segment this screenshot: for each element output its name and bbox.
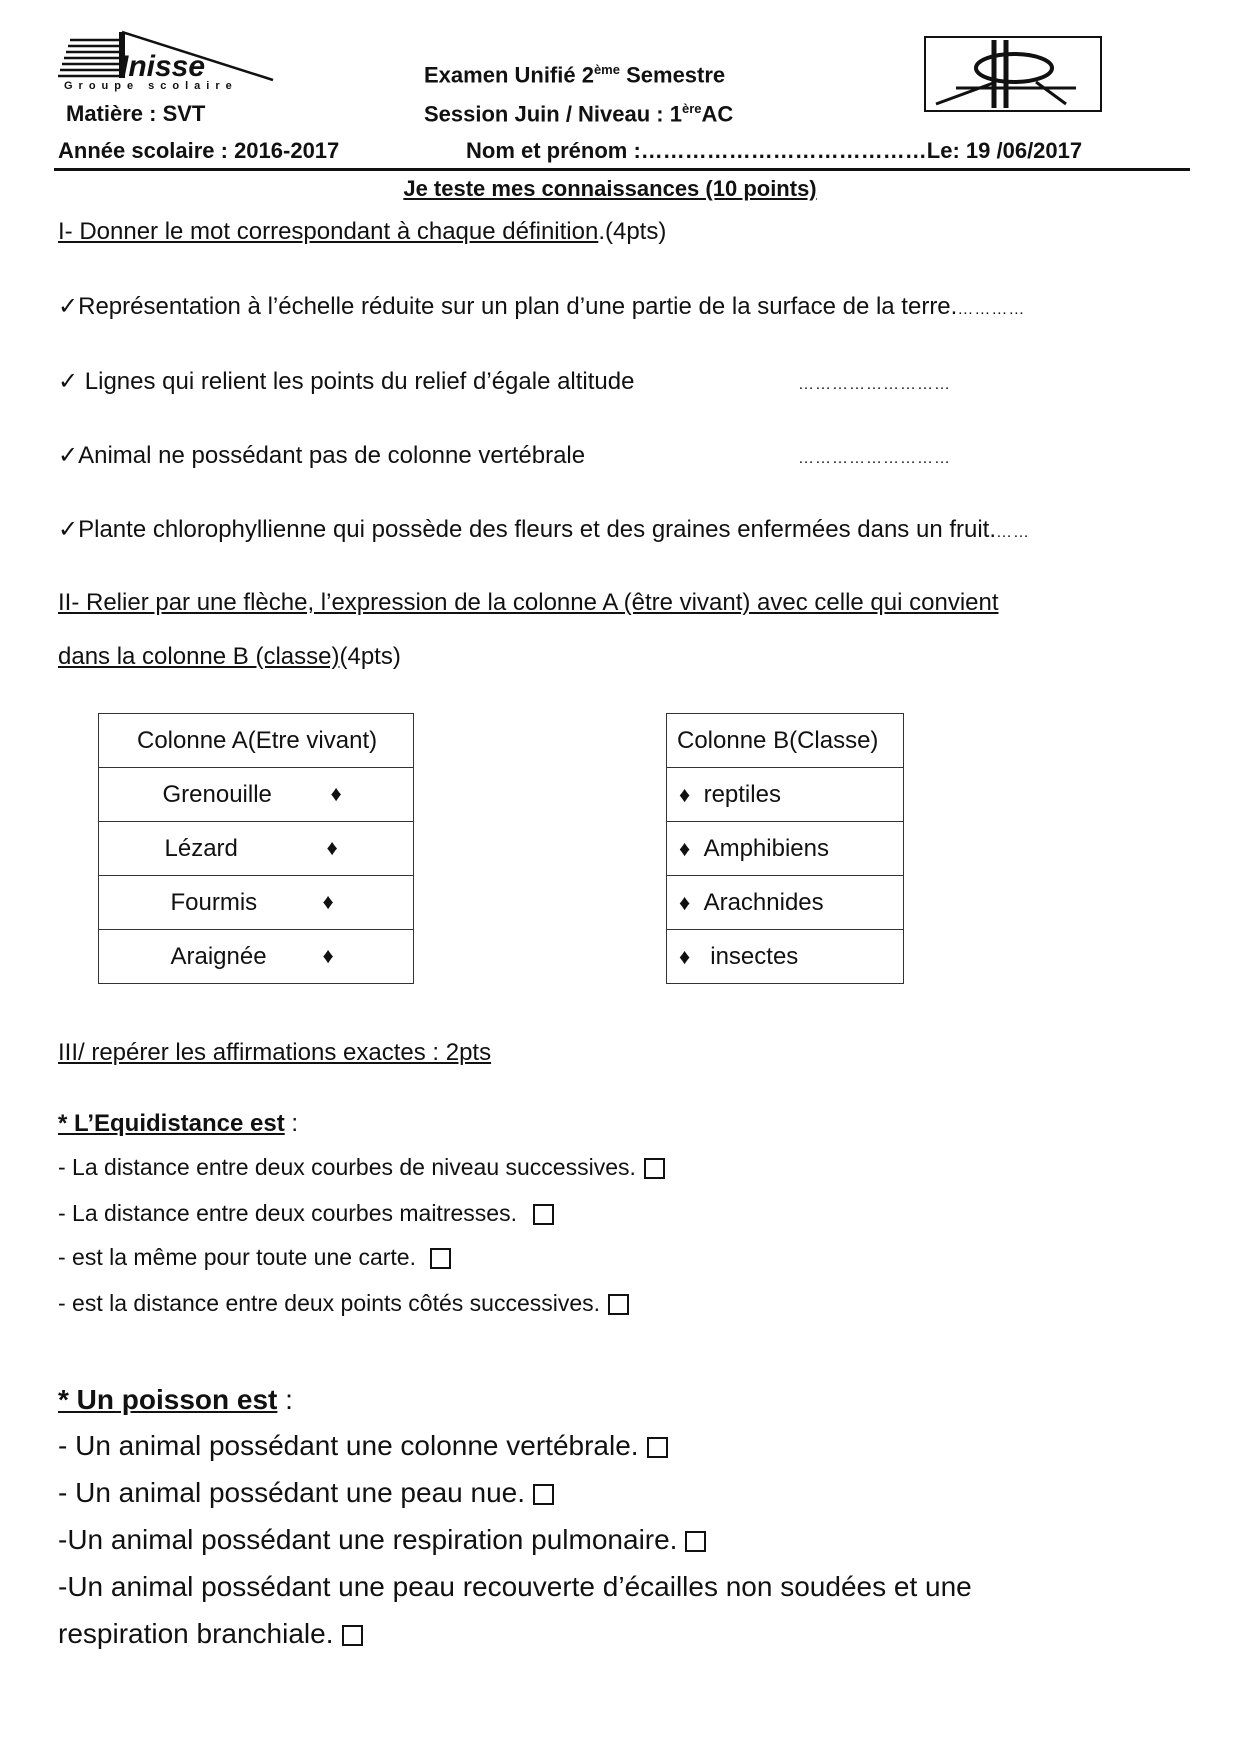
statement-text: - Un animal possédant une colonne vertébrale.	[58, 1430, 639, 1461]
subject: Matière : SVT	[66, 101, 206, 126]
student-name-date: Nom et prénom :…………………………………Le: 19 /06/2017	[466, 138, 1083, 163]
statement-checkbox[interactable]	[685, 1531, 706, 1552]
connect-point-b[interactable]: ♦	[679, 943, 691, 969]
exam-title-sup: ème	[593, 62, 620, 77]
statement-text: -Un animal possédant une respiration pulmonaire.	[58, 1524, 678, 1555]
statement-text: - La distance entre deux courbes maitresses.	[58, 1200, 517, 1226]
answer-blank[interactable]: …………	[957, 301, 1026, 318]
page-title: Je teste mes connaissances (10 points)	[403, 176, 817, 201]
emblem-logo	[924, 36, 1102, 112]
column-a-item: Lézard	[164, 834, 238, 862]
column-b-item: reptiles	[703, 780, 781, 808]
answer-blank[interactable]: ………………………	[798, 376, 951, 393]
definition-item	[58, 515, 1030, 544]
connect-point-b[interactable]: ♦	[679, 781, 691, 807]
section3-colon: :	[284, 1110, 299, 1137]
exam-title-prefix: Examen Unifié 2	[424, 62, 594, 88]
column-a-item: Fourmis	[170, 888, 258, 916]
answer-blank[interactable]: ……	[996, 524, 1031, 541]
statement-item	[58, 1244, 451, 1271]
column-a-header-text: Colonne A(Etre vivant)	[137, 726, 378, 754]
section4-subheading-text: * Un poisson est	[58, 1384, 278, 1415]
column-b-table	[666, 713, 904, 984]
section4-colon: :	[277, 1384, 293, 1415]
column-a-header	[99, 714, 414, 768]
column-b-header	[667, 714, 904, 768]
school-subtitle: Groupe scolaire	[64, 80, 238, 92]
school-name: Inisse	[120, 50, 206, 83]
statement-checkbox[interactable]	[430, 1248, 451, 1269]
column-a-row	[99, 822, 414, 876]
statement-checkbox[interactable]	[533, 1484, 554, 1505]
definition-item	[58, 292, 1025, 321]
statement-item	[58, 1430, 668, 1462]
statement-text: - est la même pour toute une carte.	[58, 1244, 416, 1270]
column-a-item: Grenouille	[162, 780, 272, 808]
definition-item	[58, 367, 634, 396]
column-a-row	[99, 930, 414, 984]
statement-item	[58, 1154, 665, 1181]
statement-checkbox[interactable]	[644, 1158, 665, 1179]
statement-checkbox[interactable]	[533, 1204, 554, 1225]
statement-item	[58, 1524, 706, 1556]
connect-point-a[interactable]: ♦	[330, 780, 342, 806]
section4-subheading	[58, 1384, 293, 1416]
statement-text: respiration branchiale.	[58, 1618, 334, 1649]
exam-title	[424, 62, 725, 88]
definition-item	[58, 441, 585, 470]
section2-heading-text: dans la colonne B (classe)	[58, 643, 340, 670]
column-a-table	[98, 713, 414, 984]
session-level	[424, 101, 733, 127]
session-sup: ère	[681, 101, 702, 116]
session-suffix: AC	[701, 101, 734, 127]
header-divider	[54, 168, 1190, 171]
statement-checkbox[interactable]	[647, 1437, 668, 1458]
statement-item	[58, 1200, 554, 1227]
column-b-row	[667, 876, 904, 930]
section1-heading	[58, 218, 666, 246]
column-b-row	[667, 930, 904, 984]
definition-text: ✓Animal ne possédant pas de colonne vertébrale	[58, 442, 586, 469]
column-a-item: Araignée	[170, 942, 267, 970]
definition-text: ✓Représentation à l’échelle réduite sur un plan d’une partie de la surface de la terre.	[58, 293, 958, 320]
column-b-item: Amphibiens	[703, 834, 829, 862]
statement-text: - Un animal possédant une peau nue.	[58, 1477, 525, 1508]
connect-point-a[interactable]: ♦	[322, 888, 334, 914]
statement-text: - La distance entre deux courbes de niveau successives.	[58, 1154, 636, 1180]
answer-blank[interactable]: ………………………	[798, 450, 951, 467]
column-b-row	[667, 768, 904, 822]
definition-text: ✓ Lignes qui relient les points du relief d’égale altitude	[58, 368, 635, 395]
connect-point-a[interactable]: ♦	[322, 942, 334, 968]
school-year: Année scolaire : 2016-2017	[58, 138, 340, 163]
statement-item-line1: -Un animal possédant une peau recouverte d’écailles non soudées et une	[58, 1571, 972, 1602]
section3-heading: III/ repérer les affirmations exactes : 2pts	[58, 1039, 492, 1066]
emblem-graphic	[926, 38, 1100, 110]
section3-subheading	[58, 1110, 298, 1138]
column-b-item: insectes	[710, 942, 799, 970]
section1-points: .(4pts)	[598, 218, 667, 245]
definition-text: ✓Plante chlorophyllienne qui possède des fleurs et des graines enfermées dans un fruit.	[58, 516, 997, 543]
column-b-row	[667, 822, 904, 876]
section2-heading-line2	[58, 643, 401, 671]
section3-subheading-text: * L’Equidistance est	[58, 1110, 285, 1137]
session-prefix: Session Juin / Niveau : 1	[424, 101, 682, 127]
section2-heading-line1: II- Relier par une flèche, l’expression de la colonne A (être vivant) avec celle qui convient	[58, 589, 999, 616]
statement-item	[58, 1477, 554, 1509]
statement-text: - est la distance entre deux points côtés successives.	[58, 1290, 601, 1316]
section2-points: (4pts)	[339, 643, 401, 670]
connect-point-b[interactable]: ♦	[679, 835, 691, 861]
statement-item	[58, 1290, 629, 1317]
statement-checkbox[interactable]	[608, 1294, 629, 1315]
statement-item-line2	[58, 1618, 363, 1650]
column-a-row	[99, 768, 414, 822]
column-b-item: Arachnides	[703, 888, 824, 916]
column-b-header-text: Colonne B(Classe)	[677, 726, 879, 754]
column-a-row	[99, 876, 414, 930]
school-logo	[58, 28, 308, 98]
connect-point-b[interactable]: ♦	[679, 889, 691, 915]
section1-heading-text: I- Donner le mot correspondant à chaque définition	[58, 218, 599, 245]
exam-title-suffix: Semestre	[619, 62, 726, 88]
statement-checkbox[interactable]	[342, 1625, 363, 1646]
connect-point-a[interactable]: ♦	[326, 834, 338, 860]
